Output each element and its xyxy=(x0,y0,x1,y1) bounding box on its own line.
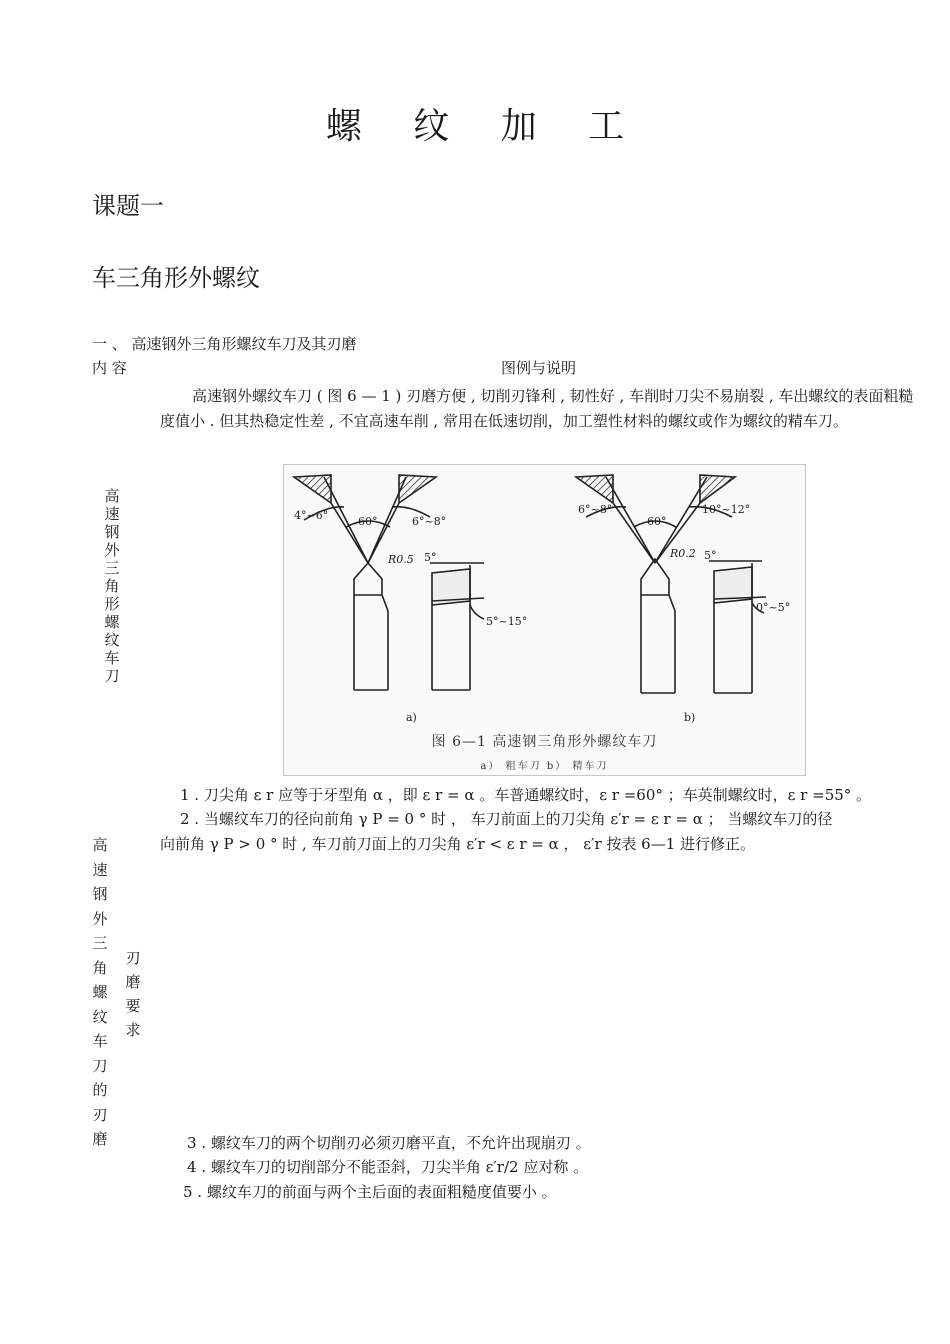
requirement-2-line-2: 向前角 γ P > 0 ° 时 , 车刀前刀面上的刀尖角 ε′r < ε r = α ， ε′r 按表 6—1 进行修正。 xyxy=(160,835,756,853)
fig-a-angle-right: 6°~8° xyxy=(412,515,447,528)
tool-drawing xyxy=(284,465,805,775)
row-label-tool: 高速钢外三角形螺纹车刀 xyxy=(104,487,120,685)
requirement-1: 1 . 刀尖角 ε r 应等于牙型角 α ，即 ε r = α 。车普通螺纹时，ε r =60° ；车英制螺纹时，ε r =55° 。 xyxy=(180,786,872,804)
figure-subcaption: a） 粗车刀 b） 精车刀 xyxy=(480,761,609,772)
lesson-heading: 课题一 xyxy=(92,192,164,220)
column-header-content: 内 容 xyxy=(92,359,127,377)
fig-b-rake: 5° xyxy=(704,549,717,562)
fig-b-radius: R0.2 xyxy=(670,547,696,560)
fig-a-tag: a) xyxy=(406,711,417,724)
fig-b-angle-top: 60° xyxy=(647,515,667,528)
fig-a-clearance: 5°~15° xyxy=(486,615,528,628)
fig-a-rake: 5° xyxy=(424,551,437,564)
requirement-4: 4 . 螺纹车刀的切削部分不能歪斜，刀尖半角 ε′r/2 应对称 。 xyxy=(187,1158,589,1176)
section-heading: 一 、 高速钢外三角形螺纹车刀及其刃磨 xyxy=(92,335,357,353)
figure-6-1 xyxy=(283,464,806,776)
requirement-2-line-1: 2 . 当螺纹车刀的径向前角 γ P = 0 ° 时 ， 车刀前面上的刀尖角 ε′r = ε r = α ； 当螺纹车刀的径 xyxy=(180,810,833,828)
column-header-description: 图例与说明 xyxy=(501,359,577,377)
intro-paragraph: 高速钢外螺纹车刀 ( 图 6 — 1 ) 刃磨方便 , 切削刃锋利 , 韧性好 , 车削时刀尖不易崩裂 , 车出螺纹的表面粗糙度值小 . 但其热稳定性差 , 不宜高速车削 , 常用在低速切削，加工塑性材料的螺纹或作为螺纹的精车刀。 xyxy=(160,387,914,430)
fig-b-tag: b) xyxy=(684,711,696,724)
page-title: 螺 纹 加 工 xyxy=(325,106,645,147)
fig-b-clearance: 0°~5° xyxy=(756,601,791,614)
fig-b-angle-right: 10°~12° xyxy=(702,503,751,516)
requirement-5: 5 . 螺纹车刀的前面与两个主后面的表面粗糙度值要小 。 xyxy=(183,1183,557,1201)
subject-heading: 车三角形外螺纹 xyxy=(92,264,260,292)
figure-caption: 图 6—1 高速钢三角形外螺纹车刀 xyxy=(431,734,658,750)
fig-b-angle-left: 6°~8° xyxy=(578,503,613,516)
fig-a-angle-left: 4°~6° xyxy=(294,509,329,522)
row-label-grinding: 高速钢外三角螺纹车刀的刃磨 xyxy=(92,836,108,1148)
fig-a-radius: R0.5 xyxy=(388,553,414,566)
fig-a-angle-top: 60° xyxy=(358,515,378,528)
row-label-requirements: 刃磨要求 xyxy=(125,949,141,1039)
requirement-3: 3 . 螺纹车刀的两个切削刃必须刃磨平直，不允许出现崩刃 。 xyxy=(187,1134,591,1152)
